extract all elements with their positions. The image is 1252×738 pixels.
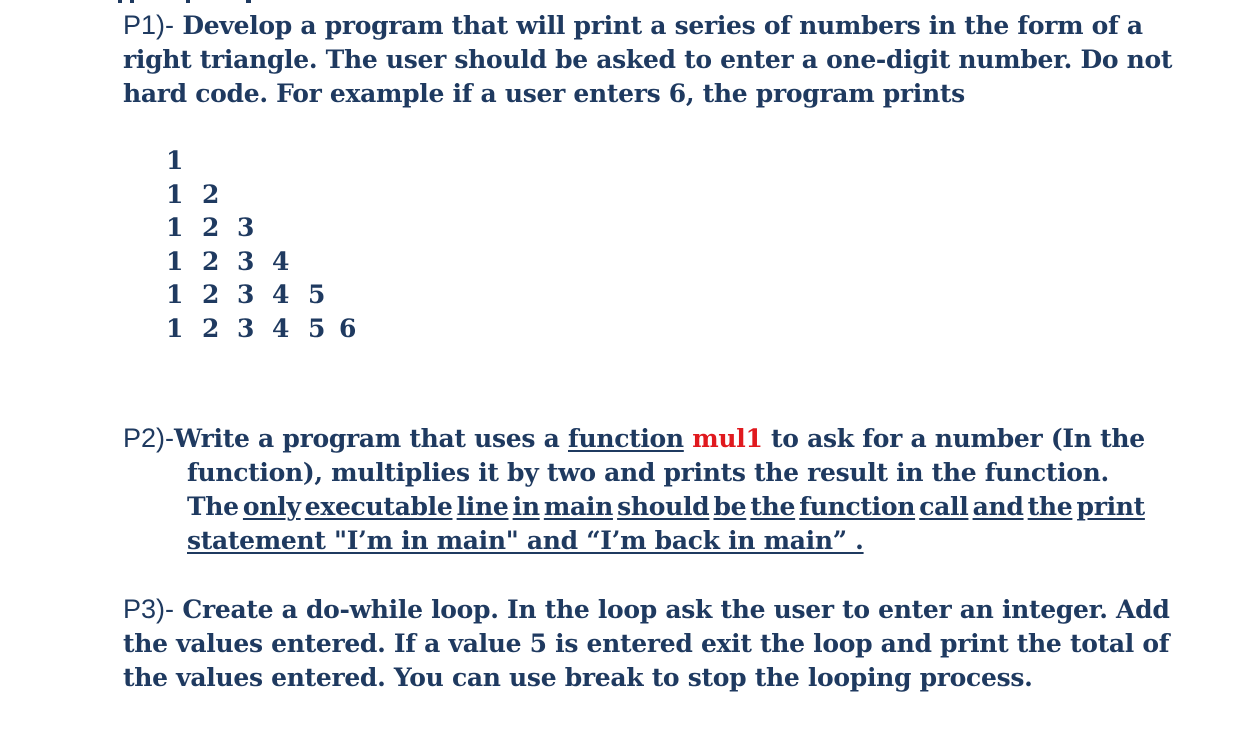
function-term: function xyxy=(567,424,684,453)
problem-1-line-2: right triangle. The user should be asked to enter a one-digit number. Do not xyxy=(123,45,1173,74)
problem-3 xyxy=(123,592,1170,695)
problem-2-label: P2)- xyxy=(123,423,175,453)
function-name: mul1 xyxy=(692,424,763,453)
problem-1 xyxy=(123,8,1172,111)
problem-3-line-2: the values entered. If a value 5 is entered exit the loop and print the total of xyxy=(123,629,1170,658)
problem-1-label: P1)- xyxy=(123,10,175,40)
cropped-previous-text xyxy=(118,0,288,5)
problem-2-line-2: function), multiplies it by two and prints the result in the function. xyxy=(187,458,1109,487)
problem-1-line-1: P1)- Develop a program that will print a series of numbers in the form of a xyxy=(123,10,1143,40)
problem-3-label: P3)- xyxy=(123,594,175,624)
problem-2-line-4: statement "I’m in main" and “I’m back in main” . xyxy=(187,526,864,555)
problem-2-line-3: The only executable line in main should be the function call and the print xyxy=(187,492,1145,521)
problem-1-line-3: hard code. For example if a user enters 6, the program prints xyxy=(123,79,965,108)
problem-2 xyxy=(123,421,1145,558)
problem-2-line-1: P2)-Write a program that uses a function mul1 to ask for a number (In the xyxy=(123,421,1145,456)
problem-3-line-1: P3)- Create a do-while loop. In the loop ask the user to enter an integer. Add xyxy=(123,594,1170,624)
problem-3-line-3: the values entered. You can use break to stop the looping process. xyxy=(123,663,1033,692)
